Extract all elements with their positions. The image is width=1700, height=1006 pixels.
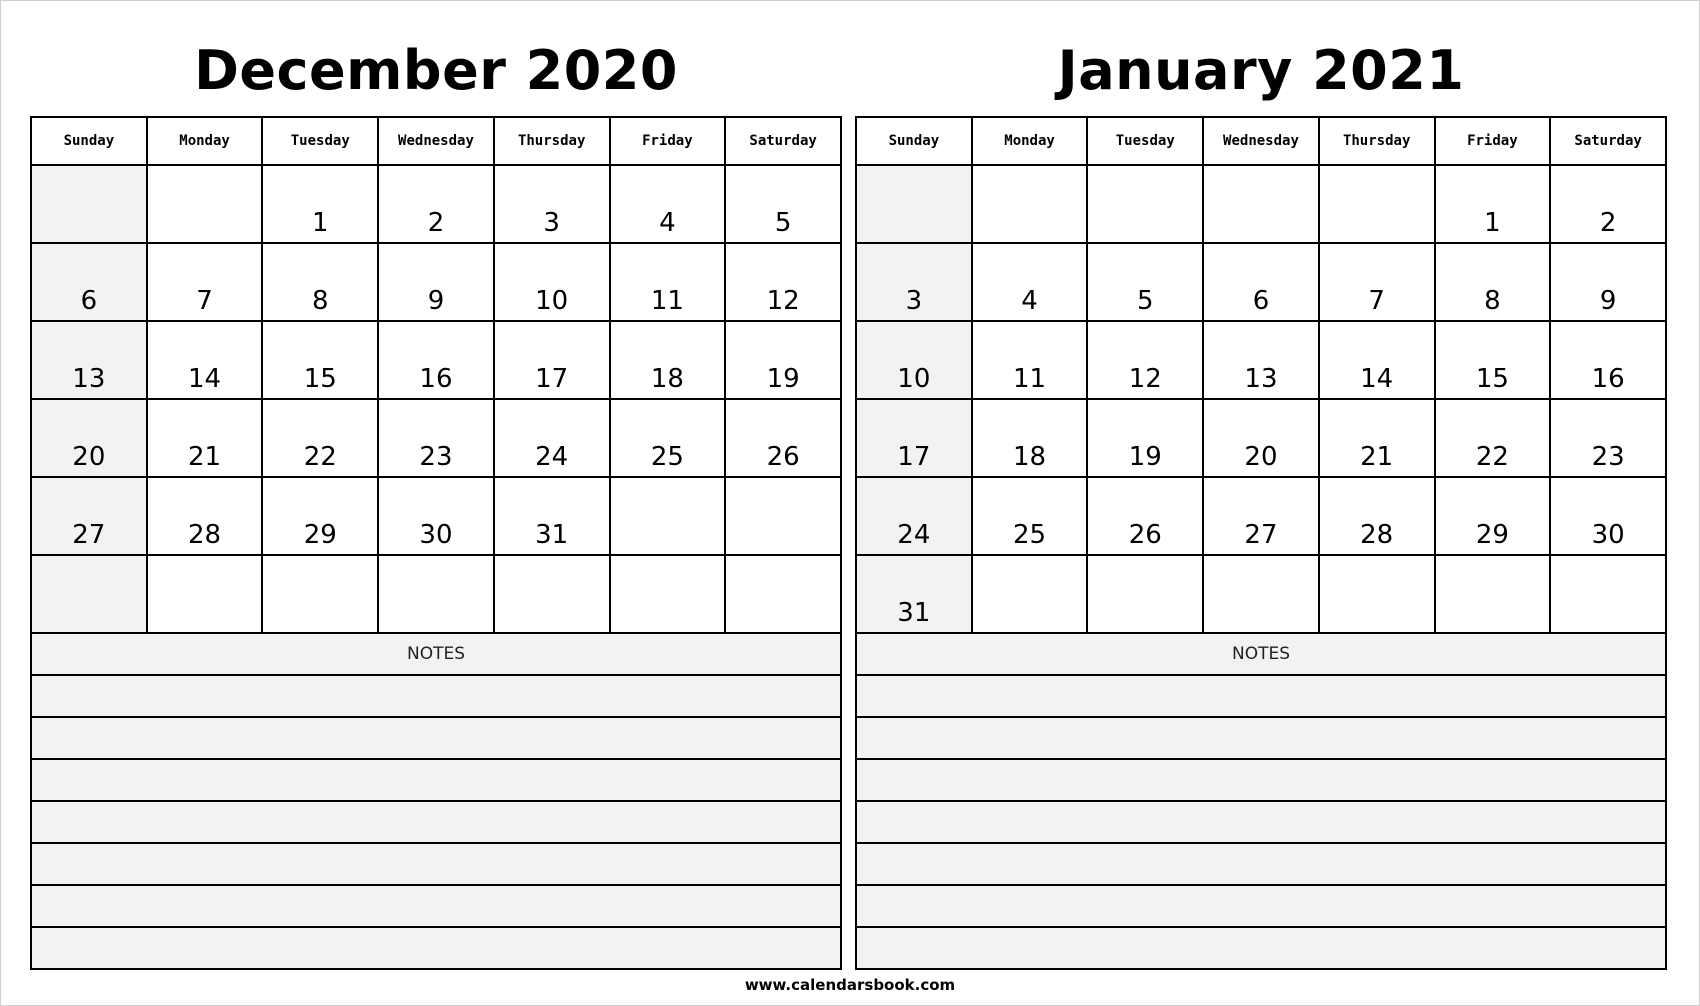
notes-line[interactable]	[856, 759, 1666, 801]
day-cell[interactable]	[494, 399, 610, 477]
weekday-tuesday: Tuesday	[262, 117, 378, 165]
day-number: 4	[659, 208, 676, 238]
day-number: 19	[766, 364, 800, 394]
day-cell[interactable]	[972, 399, 1088, 477]
day-number: 5	[774, 208, 792, 238]
weekday-header-row	[856, 117, 1666, 165]
calendar-december-2020	[30, 0, 842, 970]
day-cell[interactable]	[1203, 165, 1319, 243]
day-number: 15	[303, 364, 337, 394]
day-cell[interactable]	[494, 321, 610, 399]
day-number: 14	[188, 364, 222, 394]
day-number: 26	[1128, 520, 1162, 550]
weekday-header-row	[31, 117, 841, 165]
day-cell[interactable]	[1319, 477, 1435, 555]
day-number: 8	[1484, 286, 1501, 316]
day-number: 22	[303, 442, 337, 472]
day-number: 28	[188, 520, 222, 550]
day-number: 6	[1252, 286, 1270, 316]
day-number: 2	[1599, 208, 1617, 238]
week-rows	[31, 165, 841, 633]
day-number: 29	[303, 520, 337, 550]
day-number: 21	[188, 442, 222, 472]
day-number	[1320, 628, 1434, 632]
month-grid	[30, 116, 842, 634]
notes-line[interactable]	[31, 885, 841, 927]
day-cell[interactable]	[31, 477, 147, 555]
day-number: 9	[427, 286, 445, 316]
day-cell[interactable]	[31, 165, 147, 243]
day-number: 18	[650, 364, 684, 394]
weekday-friday: Friday	[1435, 117, 1551, 165]
day-cell[interactable]	[1550, 399, 1666, 477]
day-cell[interactable]	[1550, 477, 1666, 555]
day-cell[interactable]	[31, 243, 147, 321]
week-row	[856, 555, 1666, 633]
weekday-wednesday: Wednesday	[1203, 117, 1319, 165]
day-number	[1204, 628, 1318, 632]
day-number: 16	[1591, 364, 1625, 394]
day-cell[interactable]	[610, 321, 726, 399]
day-cell[interactable]	[610, 555, 726, 633]
day-number: 16	[419, 364, 453, 394]
day-cell[interactable]	[1203, 555, 1319, 633]
day-number	[973, 238, 1087, 242]
week-row	[31, 555, 841, 633]
day-cell[interactable]	[147, 165, 263, 243]
notes-line[interactable]	[31, 801, 841, 843]
day-cell[interactable]	[1435, 321, 1551, 399]
day-cell[interactable]	[378, 477, 494, 555]
weekday-sunday: Sunday	[31, 117, 147, 165]
day-cell[interactable]	[610, 243, 726, 321]
notes-label: NOTES	[31, 634, 841, 675]
day-number: 23	[1591, 442, 1625, 472]
day-number	[726, 628, 840, 632]
week-rows	[856, 165, 1666, 633]
day-cell[interactable]	[856, 165, 972, 243]
day-number: 5	[1136, 286, 1154, 316]
day-number: 17	[897, 442, 931, 472]
day-number: 20	[72, 442, 106, 472]
day-cell[interactable]	[725, 243, 841, 321]
day-number: 6	[80, 286, 98, 316]
day-cell[interactable]	[856, 399, 972, 477]
day-cell[interactable]	[378, 321, 494, 399]
day-cell[interactable]	[856, 477, 972, 555]
weekday-thursday: Thursday	[494, 117, 610, 165]
day-cell[interactable]	[610, 165, 726, 243]
weekday-wednesday: Wednesday	[378, 117, 494, 165]
day-cell[interactable]	[262, 477, 378, 555]
day-number: 1	[1484, 208, 1501, 238]
week-row	[856, 243, 1666, 321]
day-number	[148, 238, 262, 242]
day-number	[1088, 238, 1202, 242]
day-cell[interactable]	[972, 555, 1088, 633]
day-cell[interactable]	[1319, 321, 1435, 399]
weekday-saturday: Saturday	[1550, 117, 1666, 165]
notes-line[interactable]	[856, 843, 1666, 885]
week-row	[31, 399, 841, 477]
day-number: 24	[535, 442, 569, 472]
day-cell[interactable]	[1319, 243, 1435, 321]
week-row	[856, 477, 1666, 555]
day-cell[interactable]	[147, 477, 263, 555]
day-number	[495, 628, 609, 632]
day-cell[interactable]	[1203, 477, 1319, 555]
day-cell[interactable]	[378, 165, 494, 243]
day-number	[1204, 238, 1318, 242]
day-cell[interactable]	[972, 165, 1088, 243]
day-number	[1551, 628, 1665, 632]
day-number: 11	[1013, 364, 1047, 394]
day-number	[1320, 238, 1434, 242]
day-number	[1088, 628, 1202, 632]
day-number: 17	[535, 364, 569, 394]
day-number: 27	[1244, 520, 1278, 550]
day-number: 28	[1360, 520, 1394, 550]
day-number: 7	[196, 286, 213, 316]
day-cell[interactable]	[1203, 399, 1319, 477]
day-number	[973, 628, 1087, 632]
day-cell[interactable]	[610, 477, 726, 555]
day-cell[interactable]	[1435, 477, 1551, 555]
day-number: 23	[419, 442, 453, 472]
day-cell[interactable]	[1319, 399, 1435, 477]
day-number	[611, 550, 725, 554]
day-cell[interactable]	[725, 165, 841, 243]
day-cell[interactable]	[1435, 555, 1551, 633]
day-cell[interactable]	[1435, 399, 1551, 477]
day-number	[32, 238, 146, 242]
day-cell[interactable]	[1319, 165, 1435, 243]
day-number	[32, 628, 146, 632]
day-cell[interactable]	[1550, 243, 1666, 321]
day-cell[interactable]	[1087, 165, 1203, 243]
day-cell[interactable]	[147, 243, 263, 321]
day-number: 19	[1128, 442, 1162, 472]
day-cell[interactable]	[494, 243, 610, 321]
day-cell[interactable]	[262, 243, 378, 321]
day-number: 3	[905, 286, 923, 316]
day-number: 25	[1013, 520, 1047, 550]
day-number: 1	[311, 208, 329, 238]
day-cell[interactable]	[378, 399, 494, 477]
day-number	[263, 628, 377, 632]
day-cell[interactable]	[147, 321, 263, 399]
weekday-saturday: Saturday	[725, 117, 841, 165]
notes-section	[30, 634, 842, 970]
day-cell[interactable]	[262, 399, 378, 477]
day-number: 22	[1475, 442, 1509, 472]
day-cell[interactable]	[1087, 321, 1203, 399]
day-number: 26	[766, 442, 800, 472]
day-cell[interactable]	[147, 555, 263, 633]
notes-line[interactable]	[31, 843, 841, 885]
notes-label: NOTES	[856, 634, 1666, 675]
day-cell[interactable]	[610, 399, 726, 477]
day-cell[interactable]	[1550, 321, 1666, 399]
day-cell[interactable]	[725, 555, 841, 633]
day-cell[interactable]	[378, 555, 494, 633]
day-number: 10	[897, 364, 931, 394]
month-title: December 2020	[194, 39, 678, 102]
day-number	[379, 628, 493, 632]
day-cell[interactable]	[725, 399, 841, 477]
day-number: 11	[650, 286, 684, 316]
day-cell[interactable]	[1203, 243, 1319, 321]
day-number: 18	[1013, 442, 1047, 472]
day-cell[interactable]	[972, 243, 1088, 321]
notes-line[interactable]	[31, 717, 841, 759]
day-number	[1436, 628, 1550, 632]
day-cell[interactable]	[856, 321, 972, 399]
day-number: 3	[543, 208, 560, 238]
week-row	[856, 399, 1666, 477]
month-title: January 2021	[1057, 39, 1465, 102]
day-cell[interactable]	[494, 165, 610, 243]
day-cell[interactable]	[147, 399, 263, 477]
notes-line[interactable]	[856, 885, 1666, 927]
notes-line[interactable]	[31, 675, 841, 717]
day-number: 12	[766, 286, 800, 316]
day-cell[interactable]	[494, 555, 610, 633]
day-cell[interactable]	[31, 321, 147, 399]
day-number	[611, 628, 725, 632]
week-row	[31, 321, 841, 399]
weekday-friday: Friday	[610, 117, 726, 165]
day-cell[interactable]	[725, 477, 841, 555]
notes-line[interactable]	[856, 717, 1666, 759]
day-number	[726, 550, 840, 554]
week-row	[31, 243, 841, 321]
notes-line[interactable]	[856, 927, 1666, 969]
day-number: 27	[72, 520, 106, 550]
day-cell[interactable]	[1319, 555, 1435, 633]
week-row	[31, 477, 841, 555]
day-number: 13	[72, 364, 106, 394]
week-row	[31, 165, 841, 243]
day-number: 30	[1591, 520, 1625, 550]
day-number: 31	[535, 520, 569, 550]
notes-line[interactable]	[856, 801, 1666, 843]
day-number: 4	[1021, 286, 1038, 316]
day-number: 29	[1475, 520, 1509, 550]
week-row	[856, 165, 1666, 243]
day-cell[interactable]	[1087, 477, 1203, 555]
notes-line[interactable]	[31, 927, 841, 969]
day-number: 15	[1475, 364, 1509, 394]
day-number: 13	[1244, 364, 1278, 394]
day-number: 8	[311, 286, 329, 316]
day-cell[interactable]	[972, 321, 1088, 399]
day-cell[interactable]	[856, 243, 972, 321]
day-cell[interactable]	[31, 555, 147, 633]
day-cell[interactable]	[494, 477, 610, 555]
day-cell[interactable]	[262, 321, 378, 399]
week-row	[856, 321, 1666, 399]
day-number: 12	[1128, 364, 1162, 394]
day-number: 21	[1360, 442, 1394, 472]
weekday-tuesday: Tuesday	[1087, 117, 1203, 165]
day-cell[interactable]	[856, 555, 972, 633]
notes-line[interactable]	[31, 759, 841, 801]
day-number	[148, 628, 262, 632]
footer-website: www.calendarsbook.com	[744, 976, 956, 994]
day-number: 25	[650, 442, 684, 472]
day-cell[interactable]	[1550, 165, 1666, 243]
day-cell[interactable]	[1087, 243, 1203, 321]
day-number: 31	[897, 598, 931, 628]
day-number: 10	[535, 286, 569, 316]
weekday-thursday: Thursday	[1319, 117, 1435, 165]
day-cell[interactable]	[378, 243, 494, 321]
calendar-january-2021	[855, 0, 1667, 970]
day-number: 24	[897, 520, 931, 550]
day-cell[interactable]	[262, 165, 378, 243]
day-number: 20	[1244, 442, 1278, 472]
day-cell[interactable]	[1435, 243, 1551, 321]
day-cell[interactable]	[31, 399, 147, 477]
day-cell[interactable]	[1550, 555, 1666, 633]
day-number: 2	[427, 208, 445, 238]
day-number: 9	[1599, 286, 1617, 316]
weekday-monday: Monday	[972, 117, 1088, 165]
day-number	[857, 238, 971, 242]
day-cell[interactable]	[972, 477, 1088, 555]
day-cell[interactable]	[1435, 165, 1551, 243]
month-grid	[855, 116, 1667, 634]
notes-section	[855, 634, 1667, 970]
day-cell[interactable]	[725, 321, 841, 399]
day-number: 7	[1368, 286, 1385, 316]
notes-line[interactable]	[856, 675, 1666, 717]
day-cell[interactable]	[1203, 321, 1319, 399]
day-cell[interactable]	[1087, 399, 1203, 477]
day-cell[interactable]	[1087, 555, 1203, 633]
day-number: 30	[419, 520, 453, 550]
weekday-monday: Monday	[147, 117, 263, 165]
weekday-sunday: Sunday	[856, 117, 972, 165]
day-cell[interactable]	[262, 555, 378, 633]
day-number: 14	[1360, 364, 1394, 394]
